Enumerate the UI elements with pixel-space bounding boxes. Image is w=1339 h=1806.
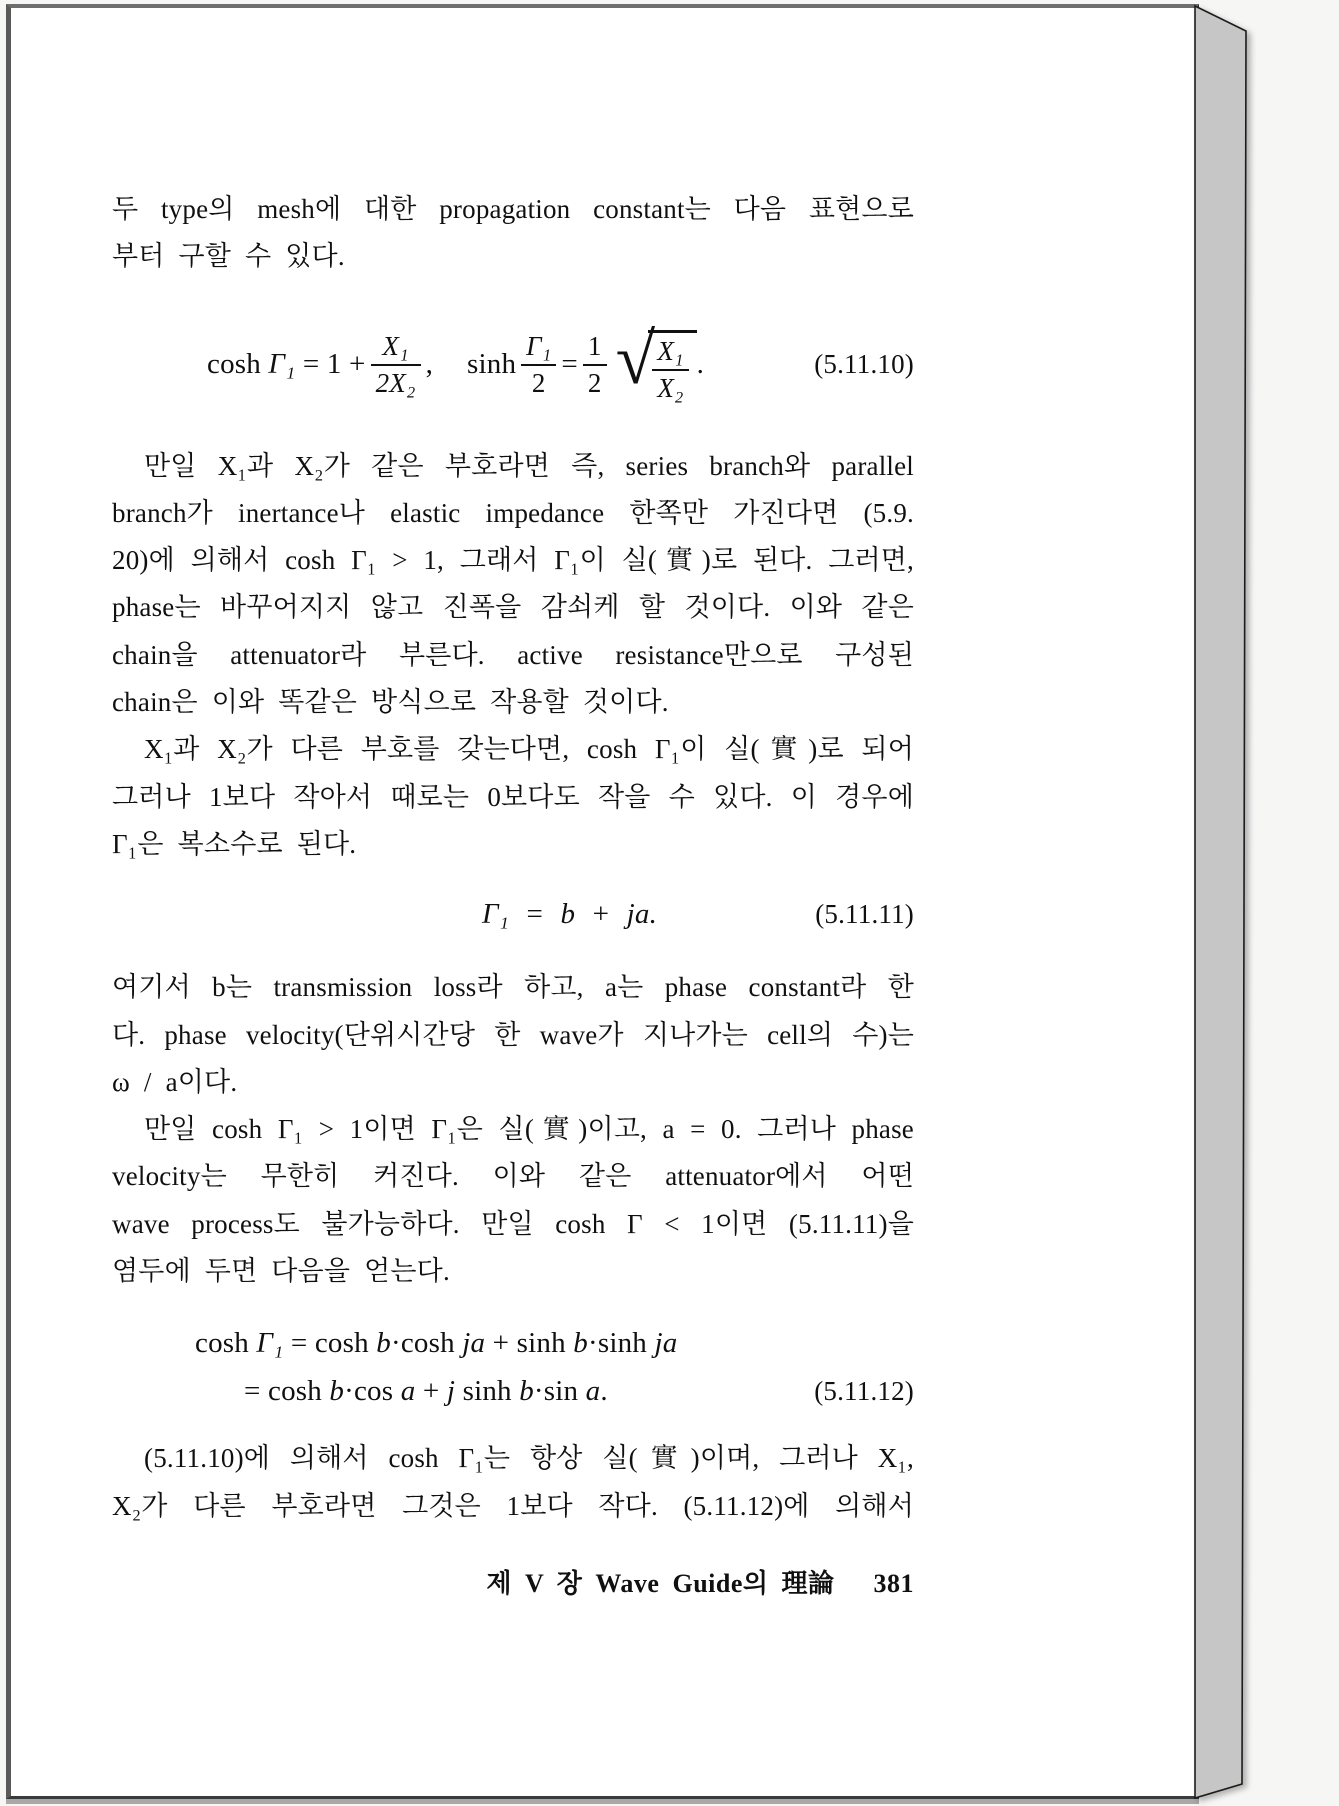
- math-punct: ,: [425, 347, 434, 380]
- equation-line: [112, 1367, 914, 1415]
- equation-line: [112, 1319, 914, 1367]
- text-line: 만일 cosh Γ₁ > 1이면 Γ₁은 실(實)이고, a = 0. 그러나 phase: [144, 1114, 914, 1145]
- paragraph: [112, 186, 914, 281]
- text-line: 다. phase velocity(단위시간당 한 wave가 지나가는 cell의 수)는: [112, 1019, 914, 1050]
- book-fore-edge: [1193, 0, 1268, 1806]
- text-line: X₁과 X₂가 다른 부호를 갖는다면, cosh Γ₁이 실(實)로 되어: [144, 734, 914, 765]
- math-func: sinh: [467, 347, 517, 380]
- radicand: [648, 330, 696, 404]
- math-op: =: [561, 347, 578, 380]
- equation-5-11-11: [112, 890, 914, 938]
- math-text: ·cosh: [390, 1327, 463, 1360]
- text-line: 만일 X₁과 X₂가 같은 부호라면 즉, series branch와 parallel: [144, 450, 914, 481]
- fraction-numerator: X₁: [382, 330, 409, 361]
- equation-5-11-12: [112, 1319, 914, 1415]
- text-line: 염두에 두면 다음을 얻는다.: [112, 1256, 450, 1287]
- fraction-numerator: 1: [587, 330, 602, 361]
- math-var: a: [400, 1375, 416, 1408]
- math-text: ·sinh: [587, 1327, 655, 1360]
- text-line: chain을 attenuator라 부른다. active resistance만으로 구성된: [112, 639, 914, 670]
- fraction-denominator: X₂: [652, 369, 688, 404]
- math-func: cosh: [207, 347, 261, 380]
- paragraph: [112, 1435, 914, 1530]
- math-op: = 1 +: [302, 347, 366, 380]
- math-var: a: [585, 1375, 601, 1408]
- text-line: branch가 inertance나 elastic impedance 한쪽만 가진다면 (5.9.: [112, 497, 914, 528]
- math-var: b: [573, 1327, 588, 1360]
- math-punct: .: [600, 1375, 608, 1408]
- math-text: +: [415, 1375, 447, 1408]
- math-text: ·sin: [533, 1375, 586, 1408]
- math-op: +: [592, 897, 610, 930]
- math-var: b: [376, 1327, 391, 1360]
- radical-sign-icon: √: [615, 318, 656, 399]
- math-expression: [244, 1367, 608, 1415]
- fraction: [652, 336, 688, 404]
- fraction: [583, 331, 607, 399]
- paragraph: [112, 964, 914, 1106]
- text-line: 두 type의 mesh에 대한 propagation constant는 다음 표현으로: [112, 194, 914, 224]
- text-line: velocity는 무한히 커진다. 이와 같은 attenuator에서 어떤: [112, 1161, 914, 1192]
- fraction-denominator: 2: [521, 364, 556, 399]
- text-line: 여기서 b는 transmission loss라 하고, a는 phase constant라 한: [112, 972, 914, 1003]
- chapter-title: 제 V 장 Wave Guide의 理論: [486, 1568, 835, 1598]
- math-text: = cosh: [283, 1327, 377, 1360]
- math-text: + sinh: [485, 1327, 574, 1360]
- paragraph: [112, 726, 914, 868]
- text-line: Γ₁은 복소수로 된다.: [112, 828, 357, 859]
- math-text: sinh: [455, 1375, 520, 1408]
- text-line: ω / a이다.: [112, 1066, 238, 1097]
- fraction-numerator: Γ₁: [526, 330, 552, 361]
- math-op: =: [526, 897, 543, 930]
- equation-number: (5.11.10): [814, 348, 914, 379]
- paragraph: [112, 443, 914, 727]
- equation-5-11-10: [112, 317, 914, 413]
- math-expression: [482, 891, 667, 938]
- page-text-column: [112, 186, 914, 1607]
- fraction-denominator: 2X₂: [371, 364, 421, 399]
- text-line: 그러나 1보다 작아서 때로는 0보다도 작을 수 있다. 이 경우에: [112, 781, 914, 812]
- fraction: [521, 331, 556, 399]
- math-var: ja: [462, 1327, 486, 1360]
- text-line: phase는 바꾸어지지 않고 진폭을 감쇠케 할 것이다. 이와 같은: [112, 592, 914, 623]
- paragraph: [112, 1106, 914, 1295]
- text-line: chain은 이와 똑같은 방식으로 작용할 것이다.: [112, 687, 669, 718]
- math-text: = cosh: [244, 1375, 330, 1408]
- page-footer: [112, 1560, 914, 1607]
- math-var: Γ₁: [482, 897, 509, 930]
- text-line: X₂가 다른 부호라면 그것은 1보다 작다. (5.11.12)에 의해서: [112, 1490, 914, 1521]
- math-punct: .: [696, 347, 705, 380]
- math-var: Γ₁: [256, 1327, 284, 1360]
- math-var: Γ₁: [268, 347, 296, 380]
- math-func: cosh: [195, 1327, 257, 1360]
- fraction-denominator: 2: [583, 364, 607, 399]
- text-line: 20)에 의해서 cosh Γ₁ > 1, 그래서 Γ₁이 실(實)로 된다. 그러면,: [112, 545, 914, 576]
- text-line: (5.11.10)에 의해서 cosh Γ₁는 항상 실(實)이며, 그러나 X₁,: [144, 1443, 914, 1474]
- equation-number: (5.11.11): [815, 898, 914, 929]
- math-var: b: [329, 1375, 345, 1408]
- equation-number: (5.11.12): [814, 1376, 914, 1407]
- math-var: ja: [654, 1327, 678, 1360]
- square-root: [615, 318, 697, 404]
- text-line: 부터 구할 수 있다.: [112, 241, 345, 272]
- fraction: [371, 331, 421, 399]
- math-var: ja.: [626, 897, 658, 930]
- fraction-numerator: X₁: [657, 335, 684, 366]
- math-text: ·cos: [344, 1375, 401, 1408]
- text-line: wave process도 불가능하다. 만일 cosh Γ < 1이면 (5.11.11)을: [112, 1208, 914, 1239]
- math-var: b: [519, 1375, 534, 1408]
- math-var: j: [446, 1375, 456, 1408]
- math-var: b: [560, 897, 576, 930]
- page-number: 381: [873, 1568, 914, 1598]
